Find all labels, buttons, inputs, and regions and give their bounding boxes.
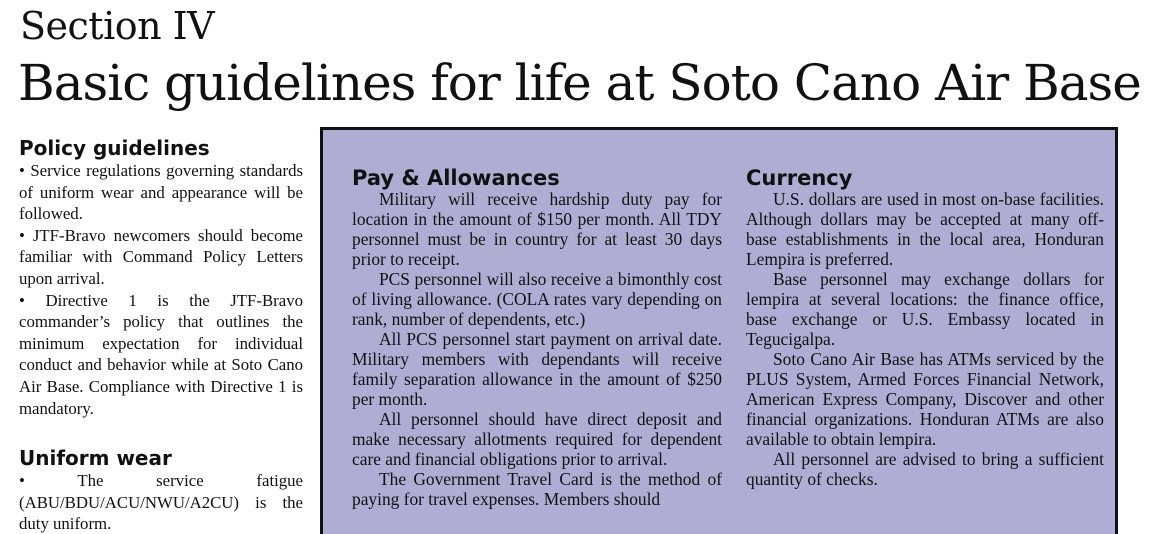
- policy-bullet: • Service regulations governing standards of uniform wear and appearance will be followed.: [19, 161, 303, 224]
- uniform-list: [19, 470, 303, 534]
- pay-paragraph: All personnel should have direct deposit and make necessary allotments required for dependent care and financial obligations prior to arrival.: [352, 409, 722, 469]
- policy-heading: Policy guidelines: [19, 136, 210, 160]
- section-label: Section IV: [20, 4, 215, 48]
- pay-paragraph: All PCS personnel start payment on arrival date. Military members with dependants will receive family separation allowance in the amount of $250 per month.: [352, 329, 722, 409]
- currency-column: [746, 166, 1104, 489]
- pay-heading: Pay & Allowances: [352, 166, 560, 190]
- currency-paragraph: All personnel are advised to bring a sufficient quantity of checks.: [746, 449, 1104, 489]
- currency-paragraph: U.S. dollars are used in most on-base facilities. Although dollars may be accepted at many off-base establishments in the local area, Honduran Lempira is preferred.: [746, 189, 1104, 269]
- info-sidebar-box: [320, 127, 1118, 534]
- pay-paragraph: Military will receive hardship duty pay for location in the amount of $150 per month. All TDY personnel must be in country for at least 30 days prior to receipt.: [352, 189, 722, 269]
- currency-paragraph: Base personnel may exchange dollars for lempira at several locations: the finance office, base exchange or U.S. Embassy located in Tegucigalpa.: [746, 269, 1104, 349]
- pay-paragraph: The Government Travel Card is the method of paying for travel expenses. Members should: [352, 469, 722, 509]
- uniform-bullet: • The service fatigue (ABU/BDU/ACU/NWU/A2CU) is the duty uniform.: [19, 471, 303, 534]
- policy-bullet: • JTF-Bravo newcomers should become familiar with Command Policy Letters upon arrival.: [19, 225, 303, 288]
- currency-heading: Currency: [746, 166, 853, 190]
- policy-list: [19, 160, 303, 419]
- pay-paragraph: PCS personnel will also receive a bimonthly cost of living allowance. (COLA rates vary depending on rank, number of dependents, etc.): [352, 269, 722, 329]
- left-column: [19, 136, 303, 534]
- currency-paragraph: Soto Cano Air Base has ATMs serviced by the PLUS System, Armed Forces Financial Network, American Express Company, Discover and other financial organizations. Honduran ATMs are also available to obtain lempira.: [746, 349, 1104, 449]
- policy-bullet: • Directive 1 is the JTF-Bravo commander’s policy that outlines the minimum expectation for individual conduct and behavior while at Soto Cano Air Base. Compliance with Directive 1 is mandatory.: [19, 290, 303, 418]
- page-title: Basic guidelines for life at Soto Cano Air Base: [18, 54, 1141, 112]
- uniform-heading: Uniform wear: [19, 446, 172, 471]
- pay-column: [352, 166, 722, 509]
